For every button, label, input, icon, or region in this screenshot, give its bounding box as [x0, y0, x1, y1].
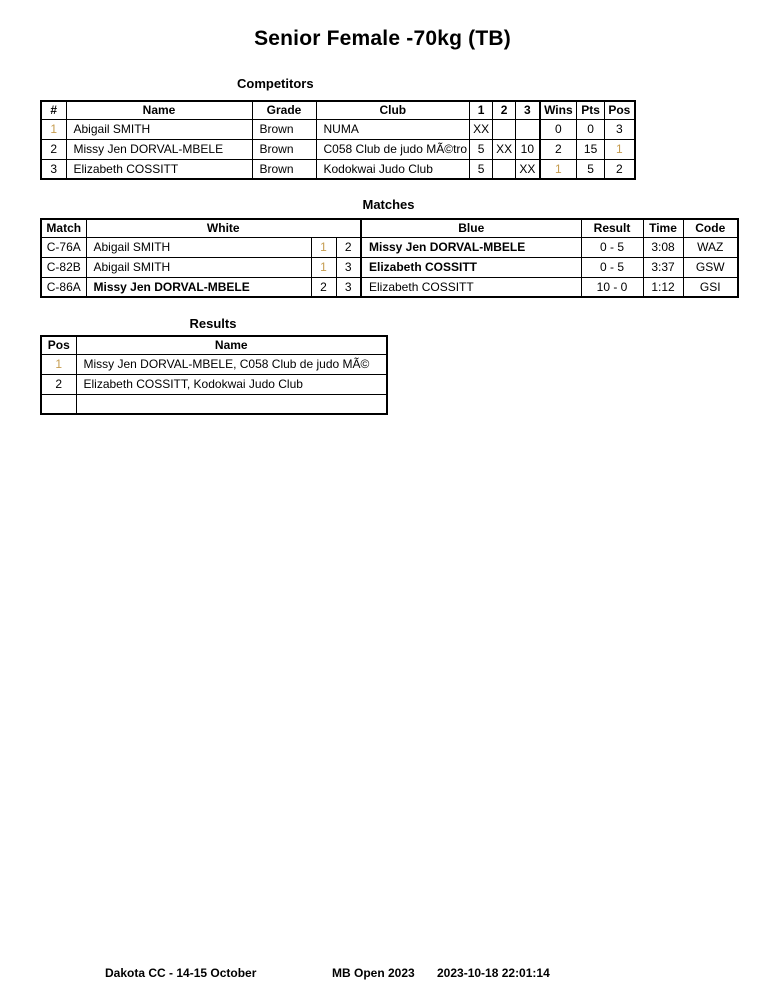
- blue-name: Missy Jen DORVAL-MBELE: [361, 237, 581, 257]
- results-header-pos: Pos: [41, 336, 76, 354]
- table-row: [41, 394, 387, 414]
- competitors-header-col-score3: 3: [516, 101, 540, 119]
- competitor-score2: [493, 119, 516, 139]
- result-pos: 1: [41, 354, 76, 374]
- competitor-club: NUMA: [316, 119, 470, 139]
- competitor-name: Abigail SMITH: [66, 119, 252, 139]
- competitor-score1: 5: [470, 159, 493, 179]
- white-num: 1: [311, 257, 336, 277]
- matches-heading: Matches: [362, 197, 415, 212]
- table-row: [41, 237, 738, 257]
- footer-venue: Dakota CC - 14-15 October: [105, 966, 257, 980]
- matches-header-match: Match: [41, 219, 86, 237]
- competitor-pos: 2: [605, 159, 635, 179]
- table-row: [41, 159, 635, 179]
- match-time: 3:08: [643, 237, 683, 257]
- competitor-pos: 3: [605, 119, 635, 139]
- table-row: [41, 257, 738, 277]
- competitor-score2: XX: [493, 139, 516, 159]
- competitors-header-col-score1: 1: [470, 101, 493, 119]
- competitor-grade: Brown: [252, 159, 316, 179]
- competitors-header-col-name: Name: [66, 101, 252, 119]
- competitor-score3: 10: [516, 139, 540, 159]
- competitors-header-col-grade: Grade: [252, 101, 316, 119]
- matches-header-blue: Blue: [361, 219, 581, 237]
- competitor-wins: 2: [540, 139, 577, 159]
- match-code: C-76A: [41, 237, 86, 257]
- blue-name: Elizabeth COSSITT: [361, 277, 581, 297]
- table-row: [41, 354, 387, 374]
- competitor-pos: 1: [605, 139, 635, 159]
- competitor-num: 3: [41, 159, 66, 179]
- competitor-wins: 0: [540, 119, 577, 139]
- white-num: 1: [311, 237, 336, 257]
- matches-header-result: Result: [581, 219, 643, 237]
- match-result: 10 - 0: [581, 277, 643, 297]
- competitor-pts: 15: [577, 139, 605, 159]
- match-time: 1:12: [643, 277, 683, 297]
- competitor-grade: Brown: [252, 139, 316, 159]
- competitors-header-col-wins: Wins: [540, 101, 577, 119]
- blue-name: Elizabeth COSSITT: [361, 257, 581, 277]
- footer-timestamp: 2023-10-18 22:01:14: [437, 966, 550, 980]
- competitor-num: 2: [41, 139, 66, 159]
- competitors-header-col-pts: Pts: [577, 101, 605, 119]
- matches-table: [40, 218, 739, 298]
- competitors-header-col-pos: Pos: [605, 101, 635, 119]
- match-time: 3:37: [643, 257, 683, 277]
- blue-num: 3: [336, 277, 361, 297]
- table-row: [41, 119, 635, 139]
- match-code: C-82B: [41, 257, 86, 277]
- matches-header-time: Time: [643, 219, 683, 237]
- competitors-header-col-score2: 2: [493, 101, 516, 119]
- match-code: C-86A: [41, 277, 86, 297]
- competitor-club: Kodokwai Judo Club: [316, 159, 470, 179]
- competitor-score3: XX: [516, 159, 540, 179]
- match-result: 0 - 5: [581, 237, 643, 257]
- page-title: Senior Female -70kg (TB): [254, 27, 511, 50]
- result-name: Missy Jen DORVAL-MBELE, C058 Club de judo MÃ©: [76, 354, 387, 374]
- match-code-type: GSI: [683, 277, 738, 297]
- white-name: Abigail SMITH: [86, 237, 311, 257]
- white-name: Missy Jen DORVAL-MBELE: [86, 277, 311, 297]
- result-pos: 2: [41, 374, 76, 394]
- competitors-table: [40, 100, 636, 180]
- competitors-header-col-num: #: [41, 101, 66, 119]
- result-pos: [41, 394, 76, 414]
- table-row: [41, 277, 738, 297]
- blue-num: 2: [336, 237, 361, 257]
- competitor-name: Missy Jen DORVAL-MBELE: [66, 139, 252, 159]
- match-code-type: GSW: [683, 257, 738, 277]
- results-heading: Results: [189, 316, 237, 331]
- competitor-club: C058 Club de judo MÃ©tro: [316, 139, 470, 159]
- competitor-score2: [493, 159, 516, 179]
- competitor-pts: 5: [577, 159, 605, 179]
- matches-header-white: White: [86, 219, 361, 237]
- blue-num: 3: [336, 257, 361, 277]
- competitors-header-col-club: Club: [316, 101, 470, 119]
- white-name: Abigail SMITH: [86, 257, 311, 277]
- table-row: [41, 139, 635, 159]
- competitor-grade: Brown: [252, 119, 316, 139]
- match-result: 0 - 5: [581, 257, 643, 277]
- competitor-wins: 1: [540, 159, 577, 179]
- result-name: [76, 394, 387, 414]
- footer-event: MB Open 2023: [332, 966, 415, 980]
- competitor-num: 1: [41, 119, 66, 139]
- competitor-score3: [516, 119, 540, 139]
- match-code-type: WAZ: [683, 237, 738, 257]
- competitor-pts: 0: [577, 119, 605, 139]
- white-num: 2: [311, 277, 336, 297]
- results-header-name: Name: [76, 336, 387, 354]
- competitor-name: Elizabeth COSSITT: [66, 159, 252, 179]
- competitor-score1: 5: [470, 139, 493, 159]
- competitor-score1: XX: [470, 119, 493, 139]
- result-name: Elizabeth COSSITT, Kodokwai Judo Club: [76, 374, 387, 394]
- matches-header-code: Code: [683, 219, 738, 237]
- competitors-heading: Competitors: [237, 76, 314, 91]
- table-row: [41, 374, 387, 394]
- results-table: [40, 335, 388, 415]
